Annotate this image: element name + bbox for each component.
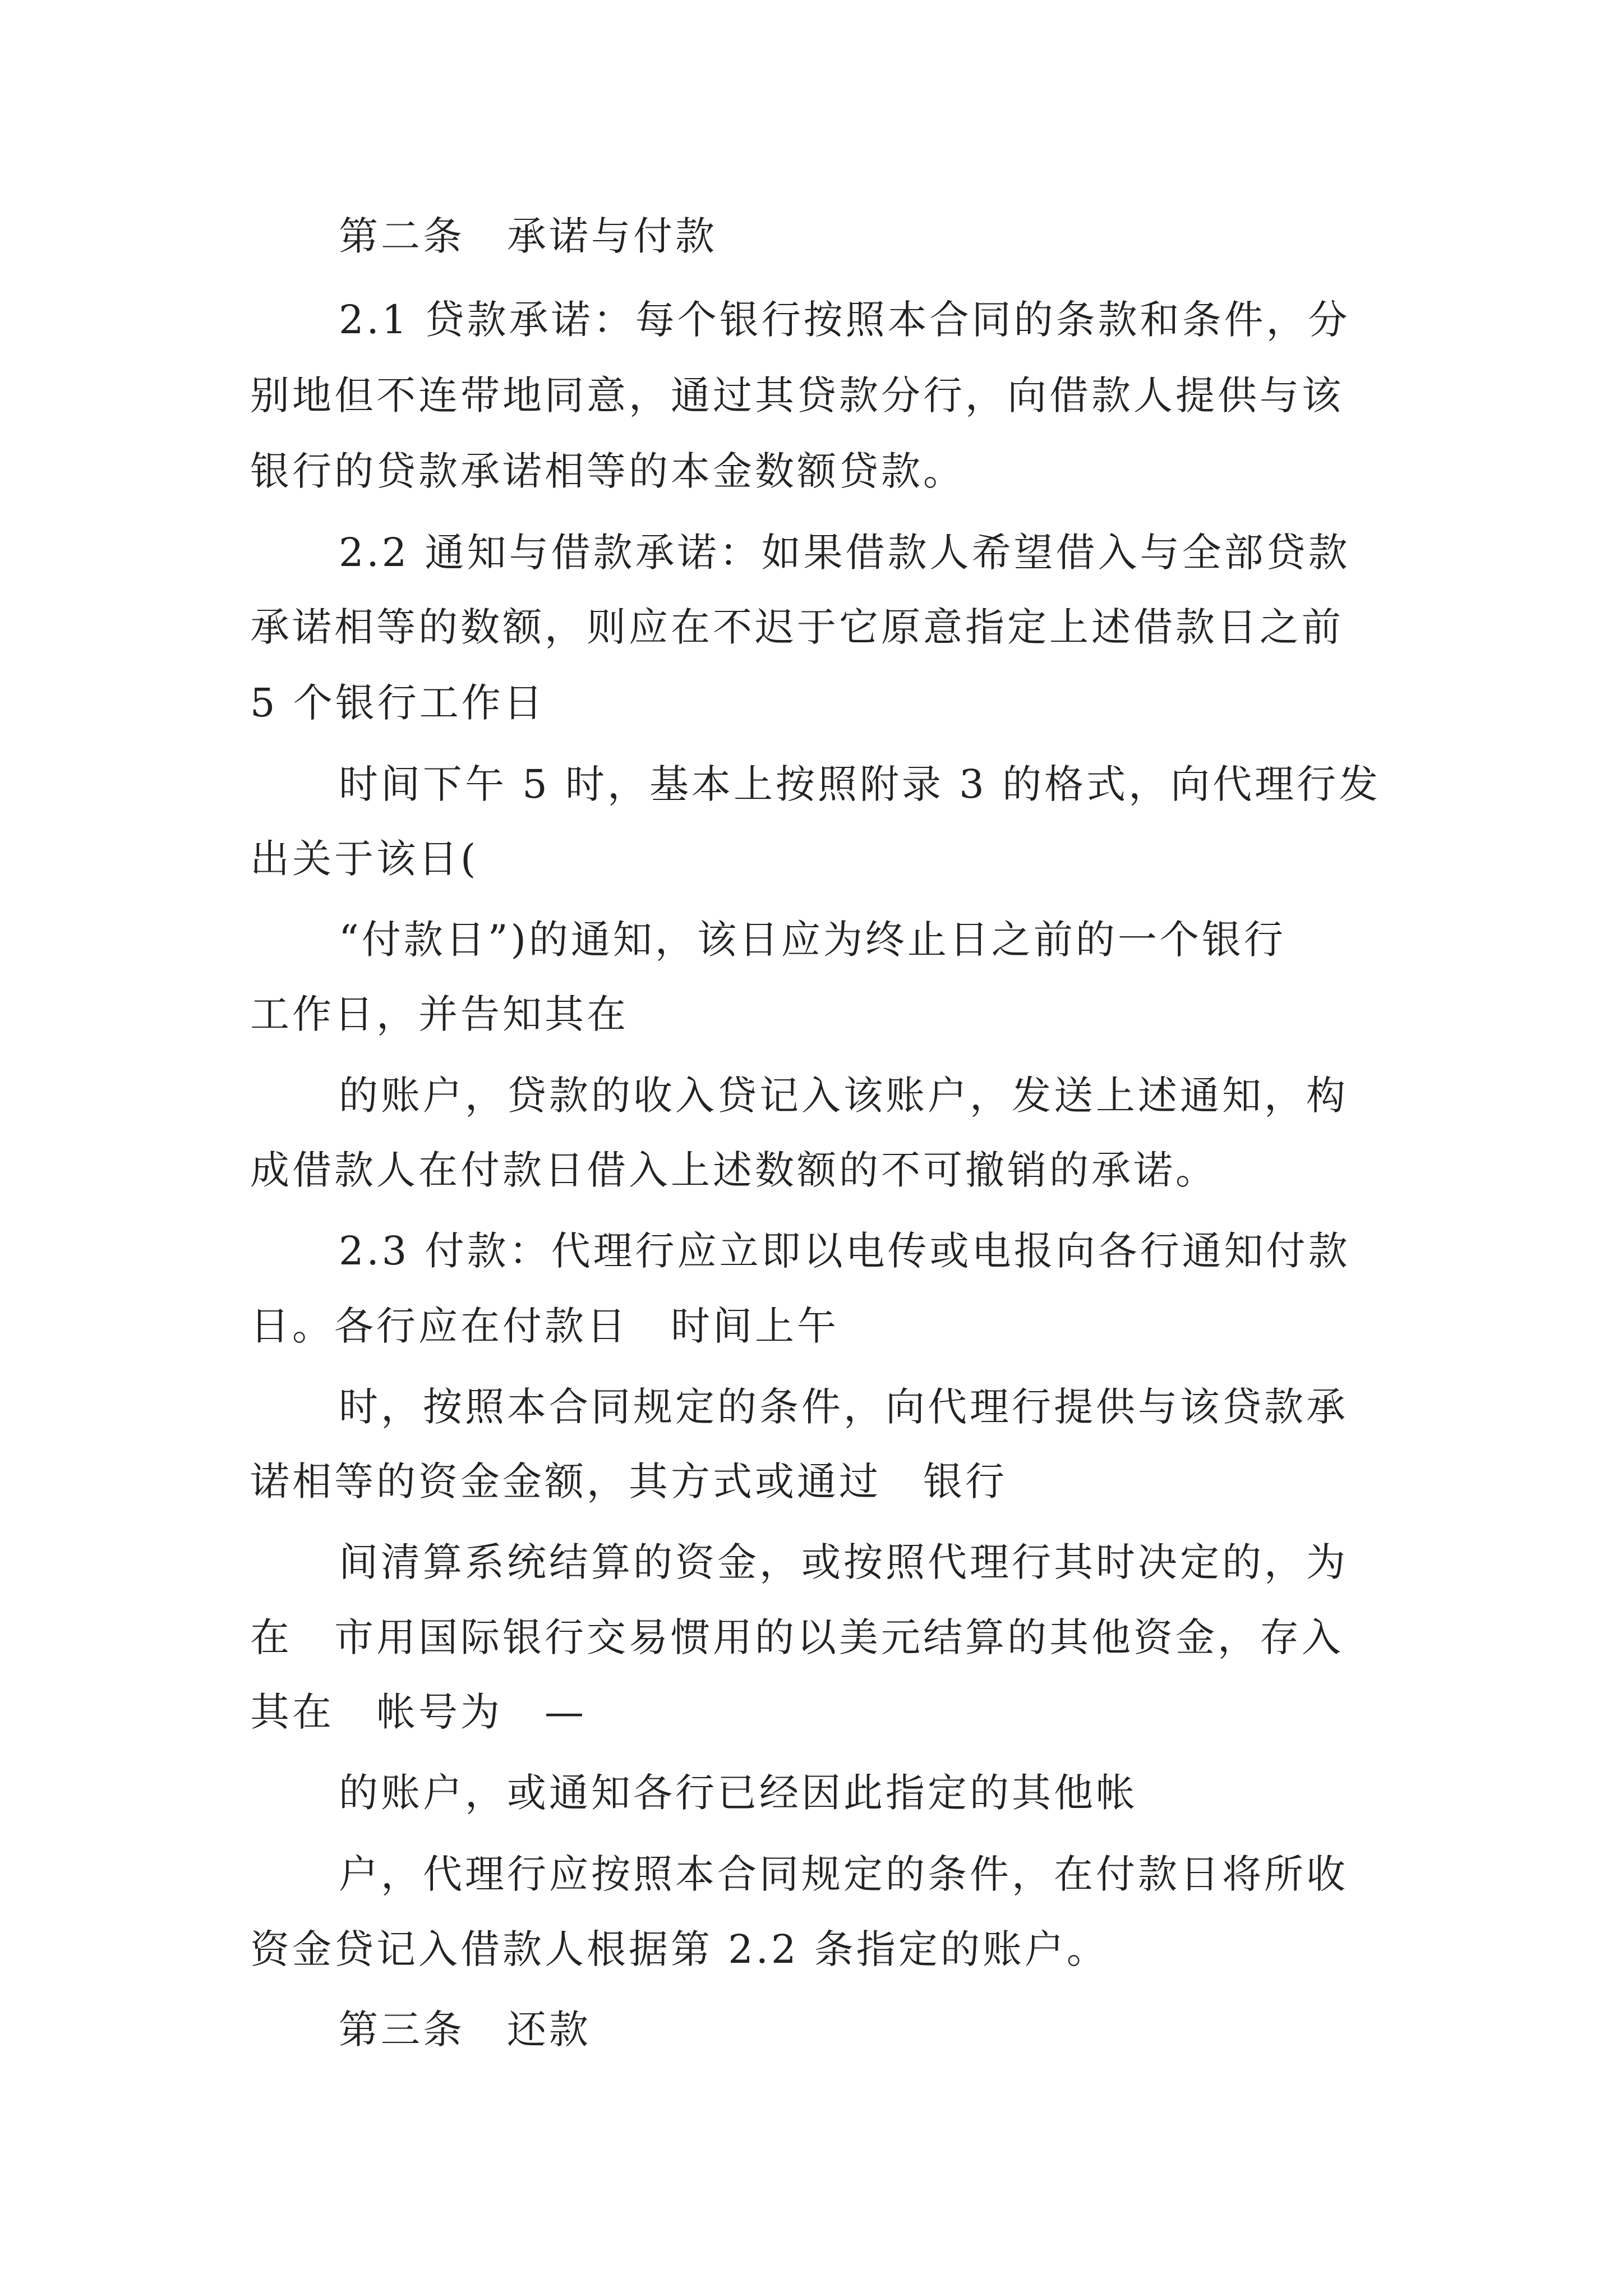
paragraph-line: 诺相等的资金金额，其方式或通过 银行 bbox=[250, 1458, 1007, 1504]
paragraph-line: 户，代理行应按照本合同规定的条件，在付款日将所收 bbox=[339, 1851, 1348, 1897]
paragraph-line: “付款日”)的通知，该日应为终止日之前的一个银行 bbox=[339, 917, 1286, 963]
paragraph-line: 日。各行应在付款日 时间上午 bbox=[250, 1303, 839, 1349]
paragraph-line: 别地但不连带地同意，通过其贷款分行，向借款人提供与该 bbox=[250, 372, 1344, 418]
paragraph-line: 出关于该日( bbox=[250, 836, 479, 882]
paragraph-line: 其在 帐号为 — bbox=[250, 1689, 587, 1735]
paragraph-line: 的账户，贷款的收入贷记入该账户，发送上述通知，构 bbox=[339, 1073, 1348, 1119]
paragraph-line: 成借款人在付款日借入上述数额的不可撤销的承诺。 bbox=[250, 1147, 1218, 1193]
paragraph-line: 工作日，并告知其在 bbox=[250, 991, 629, 1037]
paragraph-line: 的账户，或通知各行已经因此指定的其他帐 bbox=[339, 1770, 1138, 1816]
paragraph-line: 2.3 付款：代理行应立即以电传或电报向各行通知付款 bbox=[339, 1228, 1350, 1274]
paragraph-line: 银行的贷款承诺相等的本金数额贷款。 bbox=[250, 448, 965, 494]
paragraph-line: 2.1 贷款承诺：每个银行按照本合同的条款和条件，分 bbox=[339, 297, 1350, 343]
paragraph-line: 2.2 通知与借款承诺：如果借款人希望借入与全部贷款 bbox=[339, 530, 1350, 576]
paragraph-line: 在 市用国际银行交易惯用的以美元结算的其他资金，存入 bbox=[250, 1614, 1344, 1660]
article-3-heading: 第三条 还款 bbox=[339, 2007, 591, 2053]
paragraph-line: 间清算系统结算的资金，或按照代理行其时决定的，为 bbox=[339, 1539, 1348, 1585]
paragraph-line: 5 个银行工作日 bbox=[250, 680, 546, 726]
article-2-heading: 第二条 承诺与付款 bbox=[339, 213, 717, 259]
paragraph-line: 承诺相等的数额，则应在不迟于它原意指定上述借款日之前 bbox=[250, 604, 1344, 650]
paragraph-line: 时，按照本合同规定的条件，向代理行提供与该贷款承 bbox=[339, 1384, 1348, 1430]
paragraph-line: 时间下午 5 时，基本上按照附录 3 的格式，向代理行发 bbox=[339, 761, 1381, 807]
paragraph-line: 资金贷记入借款人根据第 2.2 条指定的账户。 bbox=[250, 1926, 1109, 1972]
